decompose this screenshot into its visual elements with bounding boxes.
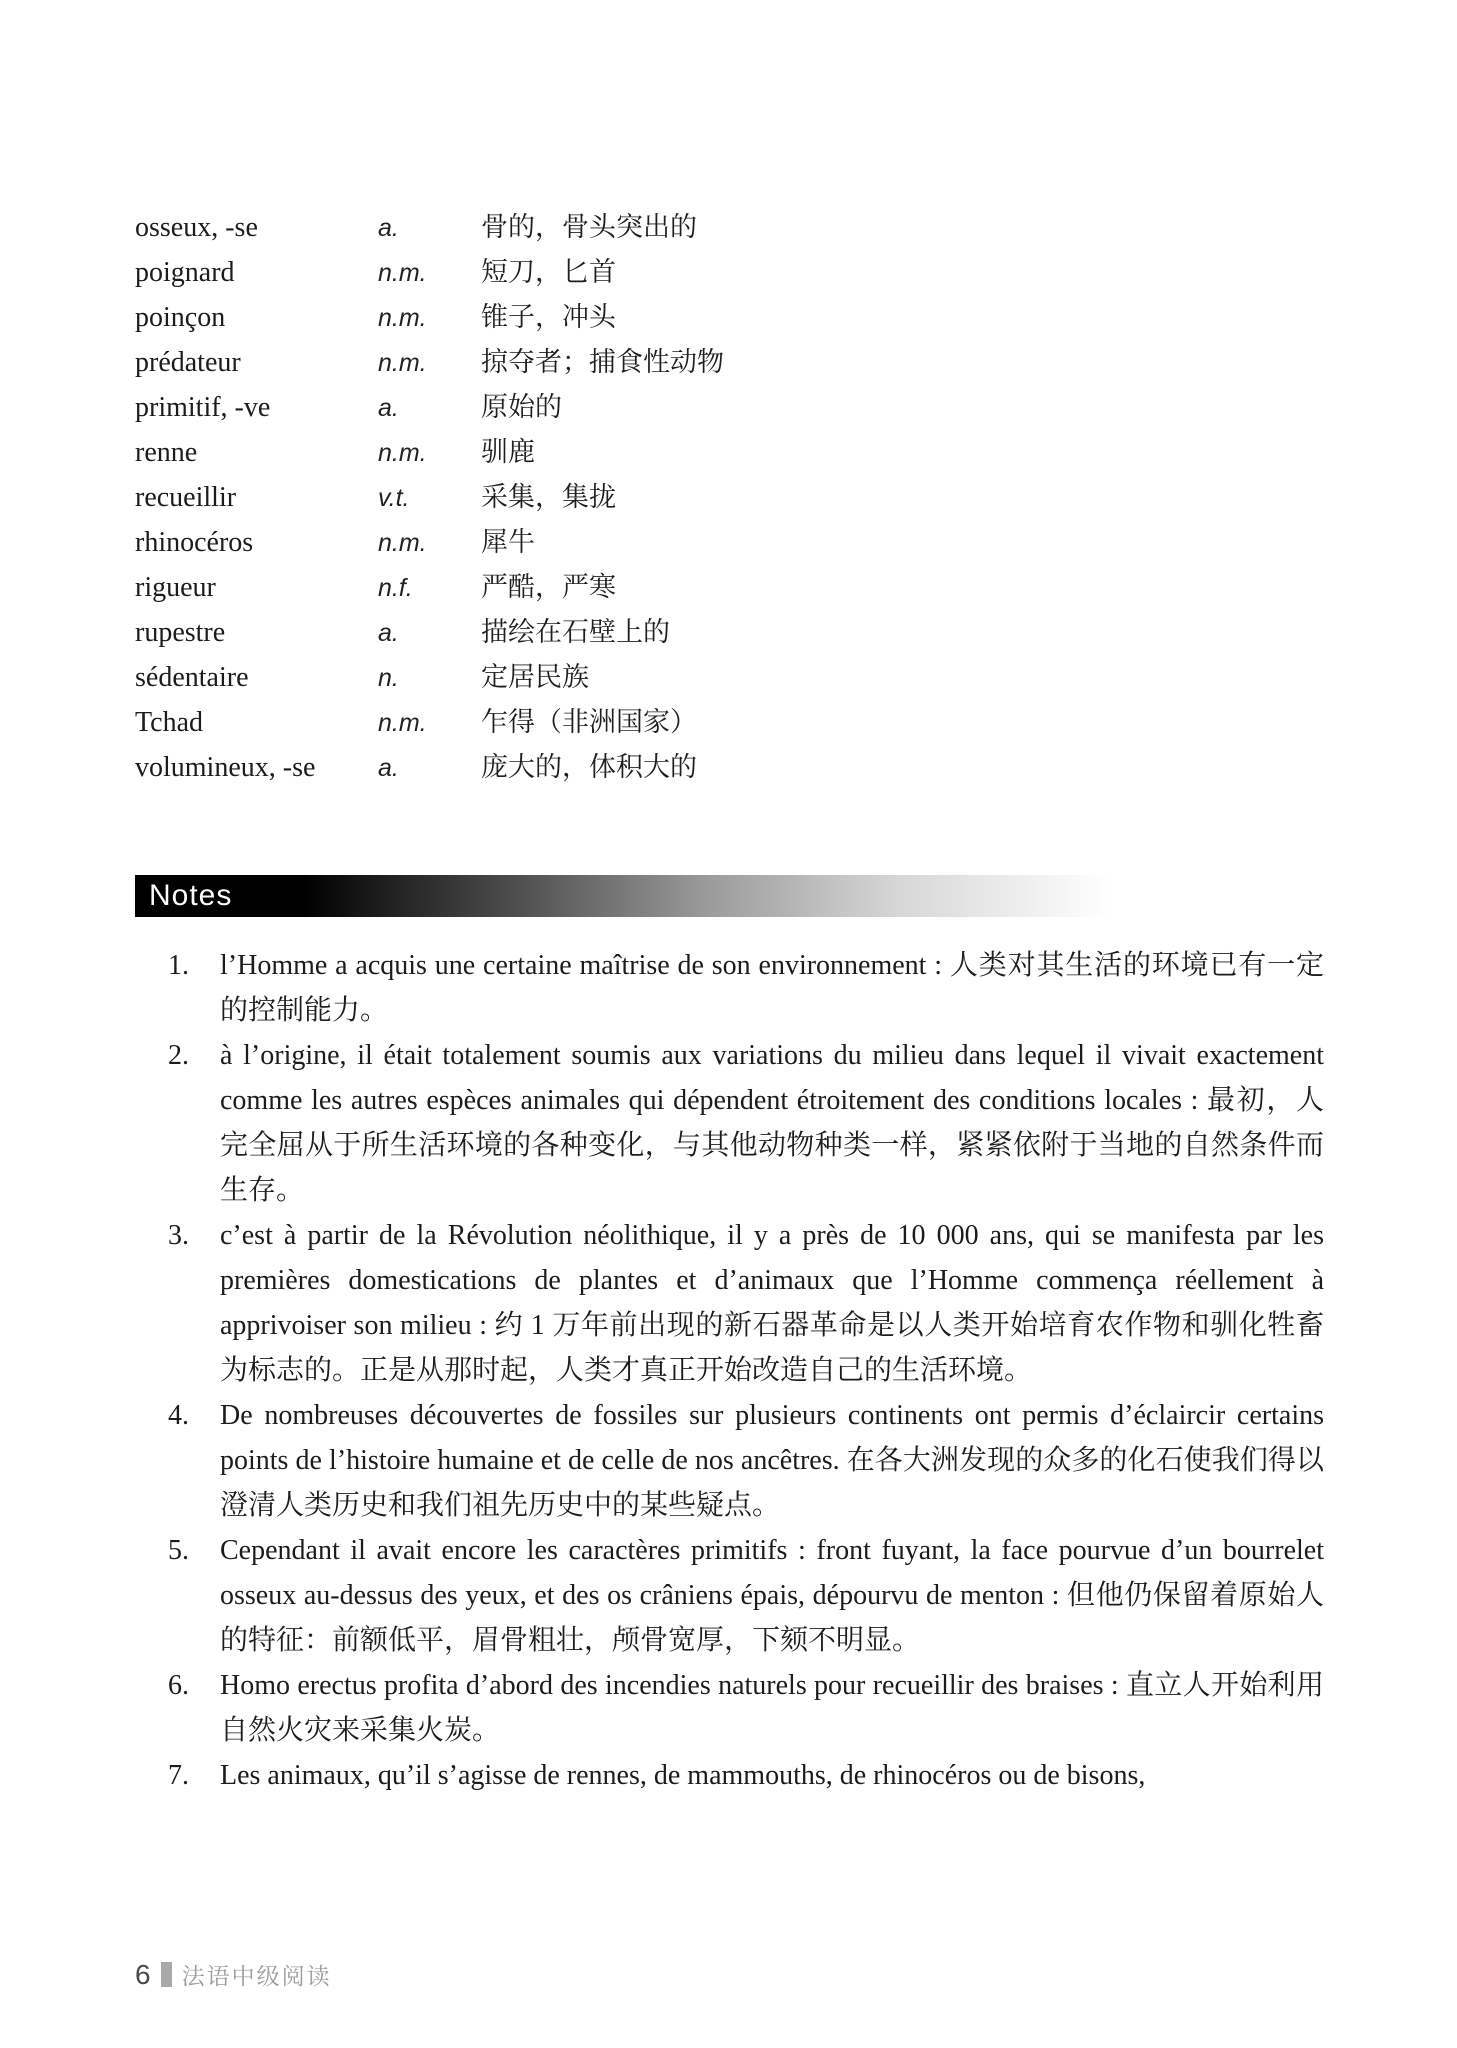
vocab-meaning: 庞大的，体积大的	[481, 752, 697, 783]
vocab-pos-label: n.m.	[378, 529, 427, 557]
note-item	[168, 1528, 1324, 1663]
vocab-meaning: 骨的，骨头突出的	[481, 212, 697, 243]
vocab-meaning: 严酷，严寒	[481, 572, 616, 603]
page-number: 6	[135, 1958, 151, 1990]
vocab-pos-label: n.m.	[378, 349, 427, 377]
vocab-word: rigueur	[135, 572, 216, 603]
vocab-row	[135, 745, 1324, 790]
page-content	[135, 205, 1324, 1798]
vocab-pos-label: n.m.	[378, 304, 427, 332]
vocab-word: poinçon	[135, 302, 226, 333]
vocab-word: volumineux, -se	[135, 752, 316, 783]
vocab-pos-label: a.	[378, 754, 399, 782]
note-number: 4.	[168, 1400, 189, 1431]
vocab-row	[135, 430, 1324, 475]
vocab-word: poignard	[135, 257, 235, 288]
vocab-row	[135, 700, 1324, 745]
vocab-word: Tchad	[135, 707, 204, 738]
vocab-row	[135, 385, 1324, 430]
vocab-row	[135, 250, 1324, 295]
vocab-meaning: 定居民族	[481, 662, 589, 693]
note-text: Cependant il avait encore les caractères primitifs : front fuyant, la face pourvue d’un bourrelet osseux au-dessus des yeux, et des os crâniens épais, dépourvu de menton : 但他仍保留着原始人的特征：前额低平，眉骨粗壮，颅骨宽厚，下颏不明显。	[220, 1535, 1324, 1656]
vocab-pos-label: n.f.	[378, 574, 413, 602]
vocab-row	[135, 520, 1324, 565]
vocab-pos-label: v.t.	[378, 484, 410, 512]
page-footer	[135, 1958, 332, 1991]
vocab-meaning: 短刀，匕首	[481, 257, 616, 288]
vocab-row	[135, 205, 1324, 250]
book-title: 法语中级阅读	[181, 1964, 332, 1990]
vocab-meaning: 驯鹿	[481, 437, 535, 468]
vocab-word: rupestre	[135, 617, 226, 648]
vocab-row	[135, 475, 1324, 520]
vocab-row	[135, 655, 1324, 700]
note-number: 1.	[168, 950, 189, 981]
vocab-word: rhinocéros	[135, 527, 254, 558]
note-item	[168, 1753, 1324, 1798]
vocab-row	[135, 295, 1324, 340]
vocab-row	[135, 610, 1324, 655]
note-item	[168, 1663, 1324, 1753]
note-number: 3.	[168, 1220, 189, 1251]
vocab-word: primitif, -ve	[135, 392, 271, 423]
vocab-pos-label: a.	[378, 394, 399, 422]
notes-section-title: Notes	[149, 879, 233, 912]
notes-list	[135, 943, 1324, 1798]
vocab-row	[135, 340, 1324, 385]
vocab-meaning: 犀牛	[481, 527, 535, 558]
vocab-pos-label: n.m.	[378, 439, 427, 467]
vocab-meaning: 描绘在石壁上的	[481, 617, 670, 648]
vocab-pos-label: a.	[378, 619, 399, 647]
note-text: l’Homme a acquis une certaine maîtrise de son environnement : 人类对其生活的环境已有一定的控制能力。	[220, 950, 1324, 1026]
note-number: 7.	[168, 1760, 189, 1791]
note-item	[168, 943, 1324, 1033]
vocab-word: sédentaire	[135, 662, 249, 693]
vocab-meaning: 乍得（非洲国家）	[481, 707, 697, 738]
note-item	[168, 1393, 1324, 1528]
vocab-meaning: 原始的	[481, 392, 562, 423]
vocab-meaning: 采集，集拢	[481, 482, 616, 513]
vocab-row	[135, 565, 1324, 610]
vocab-pos-label: n.m.	[378, 709, 427, 737]
vocabulary-list	[135, 205, 1324, 790]
footer-divider-bar	[161, 1962, 172, 1987]
note-text: De nombreuses découvertes de fossiles sur plusieurs continents ont permis d’éclaircir certains points de l’histoire humaine et de celle de nos ancêtres. 在各大洲发现的众多的化石使我们得以澄清人类历史和我们祖先历史中的某些疑点。	[220, 1400, 1324, 1521]
note-number: 5.	[168, 1535, 189, 1566]
note-number: 2.	[168, 1040, 189, 1071]
vocab-pos-label: n.m.	[378, 259, 427, 287]
note-item	[168, 1213, 1324, 1393]
notes-section-banner	[135, 875, 1324, 917]
note-item	[168, 1033, 1324, 1213]
vocab-word: prédateur	[135, 347, 241, 378]
vocab-meaning: 锥子，冲头	[481, 302, 616, 333]
vocab-word: recueillir	[135, 482, 237, 513]
note-text: Homo erectus profita d’abord des incendies naturels pour recueillir des braises : 直立人开始利用自然火灾来采集火炭。	[220, 1670, 1324, 1746]
vocab-word: osseux, -se	[135, 212, 258, 243]
note-text: à l’origine, il était totalement soumis aux variations du milieu dans lequel il vivait exactement comme les autres espèces animales qui dépendent étroitement des conditions locales : 最初，人完全屈从于所生活环境的各种变化，与其他动物种类一样，紧紧依附于当地的自然条件而生存。	[220, 1040, 1324, 1206]
vocab-meaning: 掠夺者；捕食性动物	[481, 347, 724, 378]
note-text: c’est à partir de la Révolution néolithique, il y a près de 10 000 ans, qui se manifesta par les premières domestications de plantes et d’animaux que l’Homme commença réellement à apprivoiser son milieu : 约 1 万年前出现的新石器革命是以人类开始培育农作物和驯化牲畜为标志的。正是从那时起，人类才真正开始改造自己的生活环境。	[220, 1220, 1324, 1386]
note-number: 6.	[168, 1670, 189, 1701]
vocab-pos-label: a.	[378, 214, 399, 242]
note-text: Les animaux, qu’il s’agisse de rennes, de mammouths, de rhinocéros ou de bisons,	[220, 1760, 1146, 1791]
vocab-pos-label: n.	[378, 664, 399, 692]
vocab-word: renne	[135, 437, 198, 468]
